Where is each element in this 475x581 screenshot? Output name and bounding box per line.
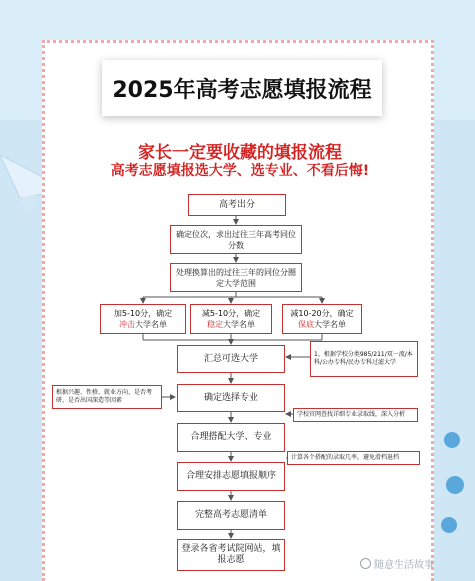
node-safety-suffix: 大学名单 bbox=[314, 320, 346, 329]
node-stable-universities bbox=[190, 304, 272, 334]
node-reach-suffix: 大学名单 bbox=[135, 320, 167, 329]
side-note-major-factors: 根据兴趣、性格、就业方向、是否考研、是否出国深造等因素 bbox=[52, 385, 162, 409]
node-reach-line2 bbox=[119, 319, 167, 330]
node-reach-line1: 加5-10分，确定 bbox=[113, 309, 173, 318]
flower-decoration-icon bbox=[435, 430, 469, 540]
node-arrange-order: 合理安排志愿填报顺序 bbox=[177, 462, 285, 491]
node-choose-major: 确定选择专业 bbox=[177, 384, 285, 412]
node-stable-line1: 减5-10分，确定 bbox=[201, 309, 261, 318]
headline-primary: 家长一定要收藏的填报流程 bbox=[138, 143, 342, 163]
node-reach-universities bbox=[100, 304, 186, 334]
node-safety-keyword: 保底 bbox=[298, 320, 314, 329]
node-stable-suffix: 大学名单 bbox=[223, 320, 255, 329]
side-note-filter-universities: 1、根据学校分类985/211/双一流/本科/公办专科/民办专科过滤大学 bbox=[310, 341, 418, 377]
watermark-icon bbox=[360, 558, 371, 569]
headline-secondary: 高考志愿填报选大学、选专业、不看后悔! bbox=[110, 163, 370, 179]
node-determine-rank: 确定位次，求出过往三年高考同位分数 bbox=[170, 225, 302, 254]
page-title: 2025年高考志愿填报流程 bbox=[102, 60, 382, 116]
node-match-university-major: 合理搭配大学、专业 bbox=[177, 423, 285, 452]
watermark bbox=[360, 556, 434, 571]
node-summarize-universities: 汇总可选大学 bbox=[177, 345, 285, 373]
node-submit-application: 登录各省考试院网站，填报志愿 bbox=[177, 539, 285, 571]
watermark-text: 随意生活故事 bbox=[374, 560, 434, 571]
node-safety-line2 bbox=[298, 319, 346, 330]
node-safety-line1: 减10-20分，确定 bbox=[290, 309, 354, 318]
node-exam-score: 高考出分 bbox=[188, 194, 286, 216]
side-note-admission-lines: 学校官网查找详细专业录取线，深入分析 bbox=[293, 408, 418, 422]
node-safety-universities bbox=[282, 304, 362, 334]
node-stable-line2 bbox=[207, 319, 255, 330]
side-note-admission-probability: 计算各个搭配的录取几率，避免滑档退档 bbox=[287, 451, 420, 465]
node-define-university-range: 处理换算出的过往三年的同位分圈定大学范围 bbox=[170, 263, 302, 292]
node-stable-keyword: 稳定 bbox=[207, 320, 223, 329]
node-complete-list: 完整高考志愿清单 bbox=[177, 501, 285, 530]
node-reach-keyword: 冲击 bbox=[119, 320, 135, 329]
